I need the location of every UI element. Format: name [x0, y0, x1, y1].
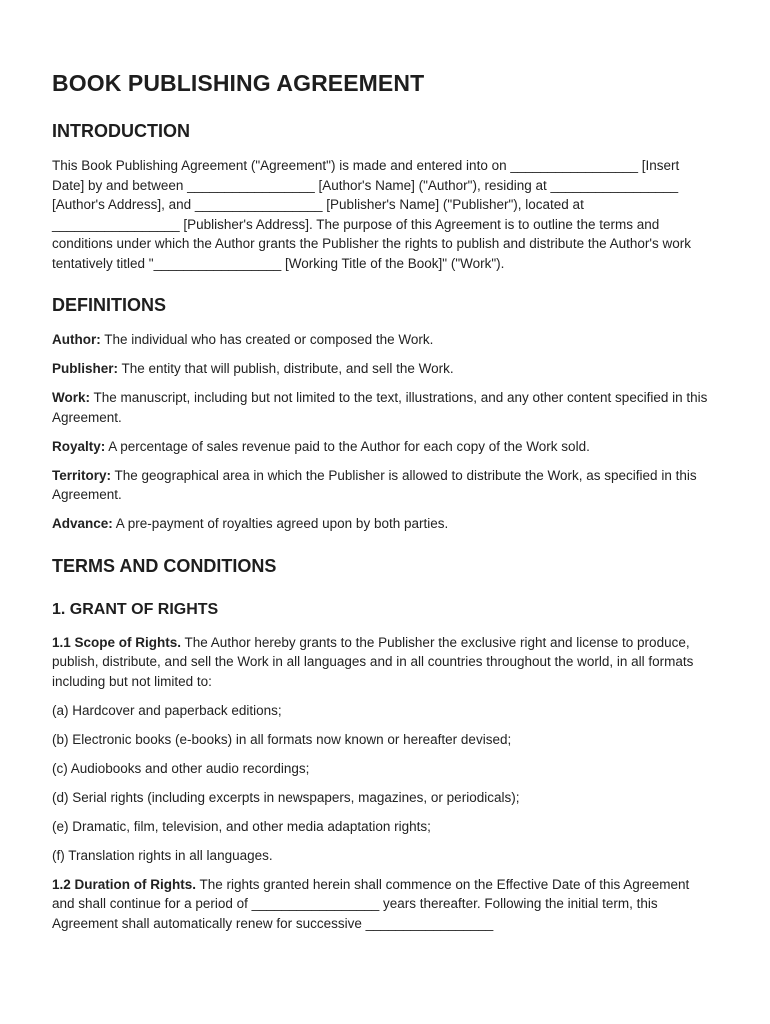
rights-list-item: (a) Hardcover and paperback editions;: [52, 702, 282, 718]
definition-text: A pre-payment of royalties agreed upon by both parties.: [112, 516, 449, 531]
duration-of-rights-text: The rights granted herein shall commence on the Effective Date of this Agreement and shall continue for a period of _________________ years thereafter. Following the initial term, this Agreement shall automatically renew for successive _________________: [52, 876, 690, 931]
definition-item: [52, 437, 710, 457]
definition-item: [52, 466, 710, 505]
definition-term: Author:: [52, 332, 101, 347]
definition-item: [52, 388, 710, 427]
rights-list-item: (b) Electronic books (e-books) in all formats now known or hereafter devised;: [52, 731, 512, 747]
definition-term: Advance:: [52, 516, 113, 531]
definition-term: Work:: [52, 390, 91, 405]
definition-term: Publisher:: [52, 361, 119, 376]
rights-list-item: (c) Audiobooks and other audio recordings;: [52, 760, 310, 776]
duration-of-rights-lead: 1.2 Duration of Rights.: [52, 876, 197, 892]
definition-term: Royalty:: [52, 438, 106, 454]
rights-list-item: (d) Serial rights (including excerpts in newspapers, magazines, or periodicals);: [52, 789, 520, 805]
scope-of-rights-text: The Author hereby grants to the Publisher the exclusive right and license to produce, publish, distribute, and sell the Work in all languages and in all countries throughout the world, in all formats including but not limited to:: [52, 634, 694, 689]
terms-heading: TERMS AND CONDITIONS: [52, 555, 277, 576]
definition-text: The geographical area in which the Publisher is allowed to distribute the Work, as specified in this Agreement.: [52, 467, 697, 502]
grant-of-rights-heading: 1. GRANT OF RIGHTS: [52, 600, 219, 618]
definition-item: [52, 330, 710, 350]
introduction-section: [52, 121, 710, 273]
definition-item: [52, 514, 710, 534]
scope-of-rights-paragraph: [52, 633, 710, 692]
scope-of-rights-lead: 1.1 Scope of Rights.: [52, 634, 182, 650]
definition-text: The manuscript, including but not limited to the text, illustrations, and any other content specified in this Agreement.: [52, 390, 708, 425]
document-title: BOOK PUBLISHING AGREEMENT: [52, 70, 425, 96]
rights-list-item: (f) Translation rights in all languages.: [52, 847, 273, 863]
definition-text: The entity that will publish, distribute, and sell the Work.: [118, 361, 454, 376]
rights-list-item: (e) Dramatic, film, television, and other media adaptation rights;: [52, 818, 431, 834]
introduction-paragraph: This Book Publishing Agreement ("Agreement") is made and entered into on _________________ [Insert Date] by and between _________________ [Author's Name] ("Author"), residing at _________________ [Author's Address], and _________________ [Publisher's Name] ("Publisher"), located at _________________ [Publisher's Address]. The purpose of this Agreement is to outline the terms and conditions under which the Author grants the Publisher the rights to publish and distribute the Author's work tentatively titled "_________________ [Working Title of the Book]" ("Work").: [52, 158, 691, 271]
definition-term: Territory:: [52, 467, 112, 483]
introduction-heading: INTRODUCTION: [52, 121, 190, 141]
terms-section: [52, 556, 710, 934]
definitions-section: [52, 295, 710, 534]
definition-text: A percentage of sales revenue paid to the Author for each copy of the Work sold.: [105, 438, 590, 454]
definition-text: The individual who has created or composed the Work.: [100, 332, 434, 347]
definition-item: [52, 359, 710, 379]
duration-of-rights-paragraph: [52, 875, 710, 934]
definitions-heading: DEFINITIONS: [52, 295, 167, 315]
